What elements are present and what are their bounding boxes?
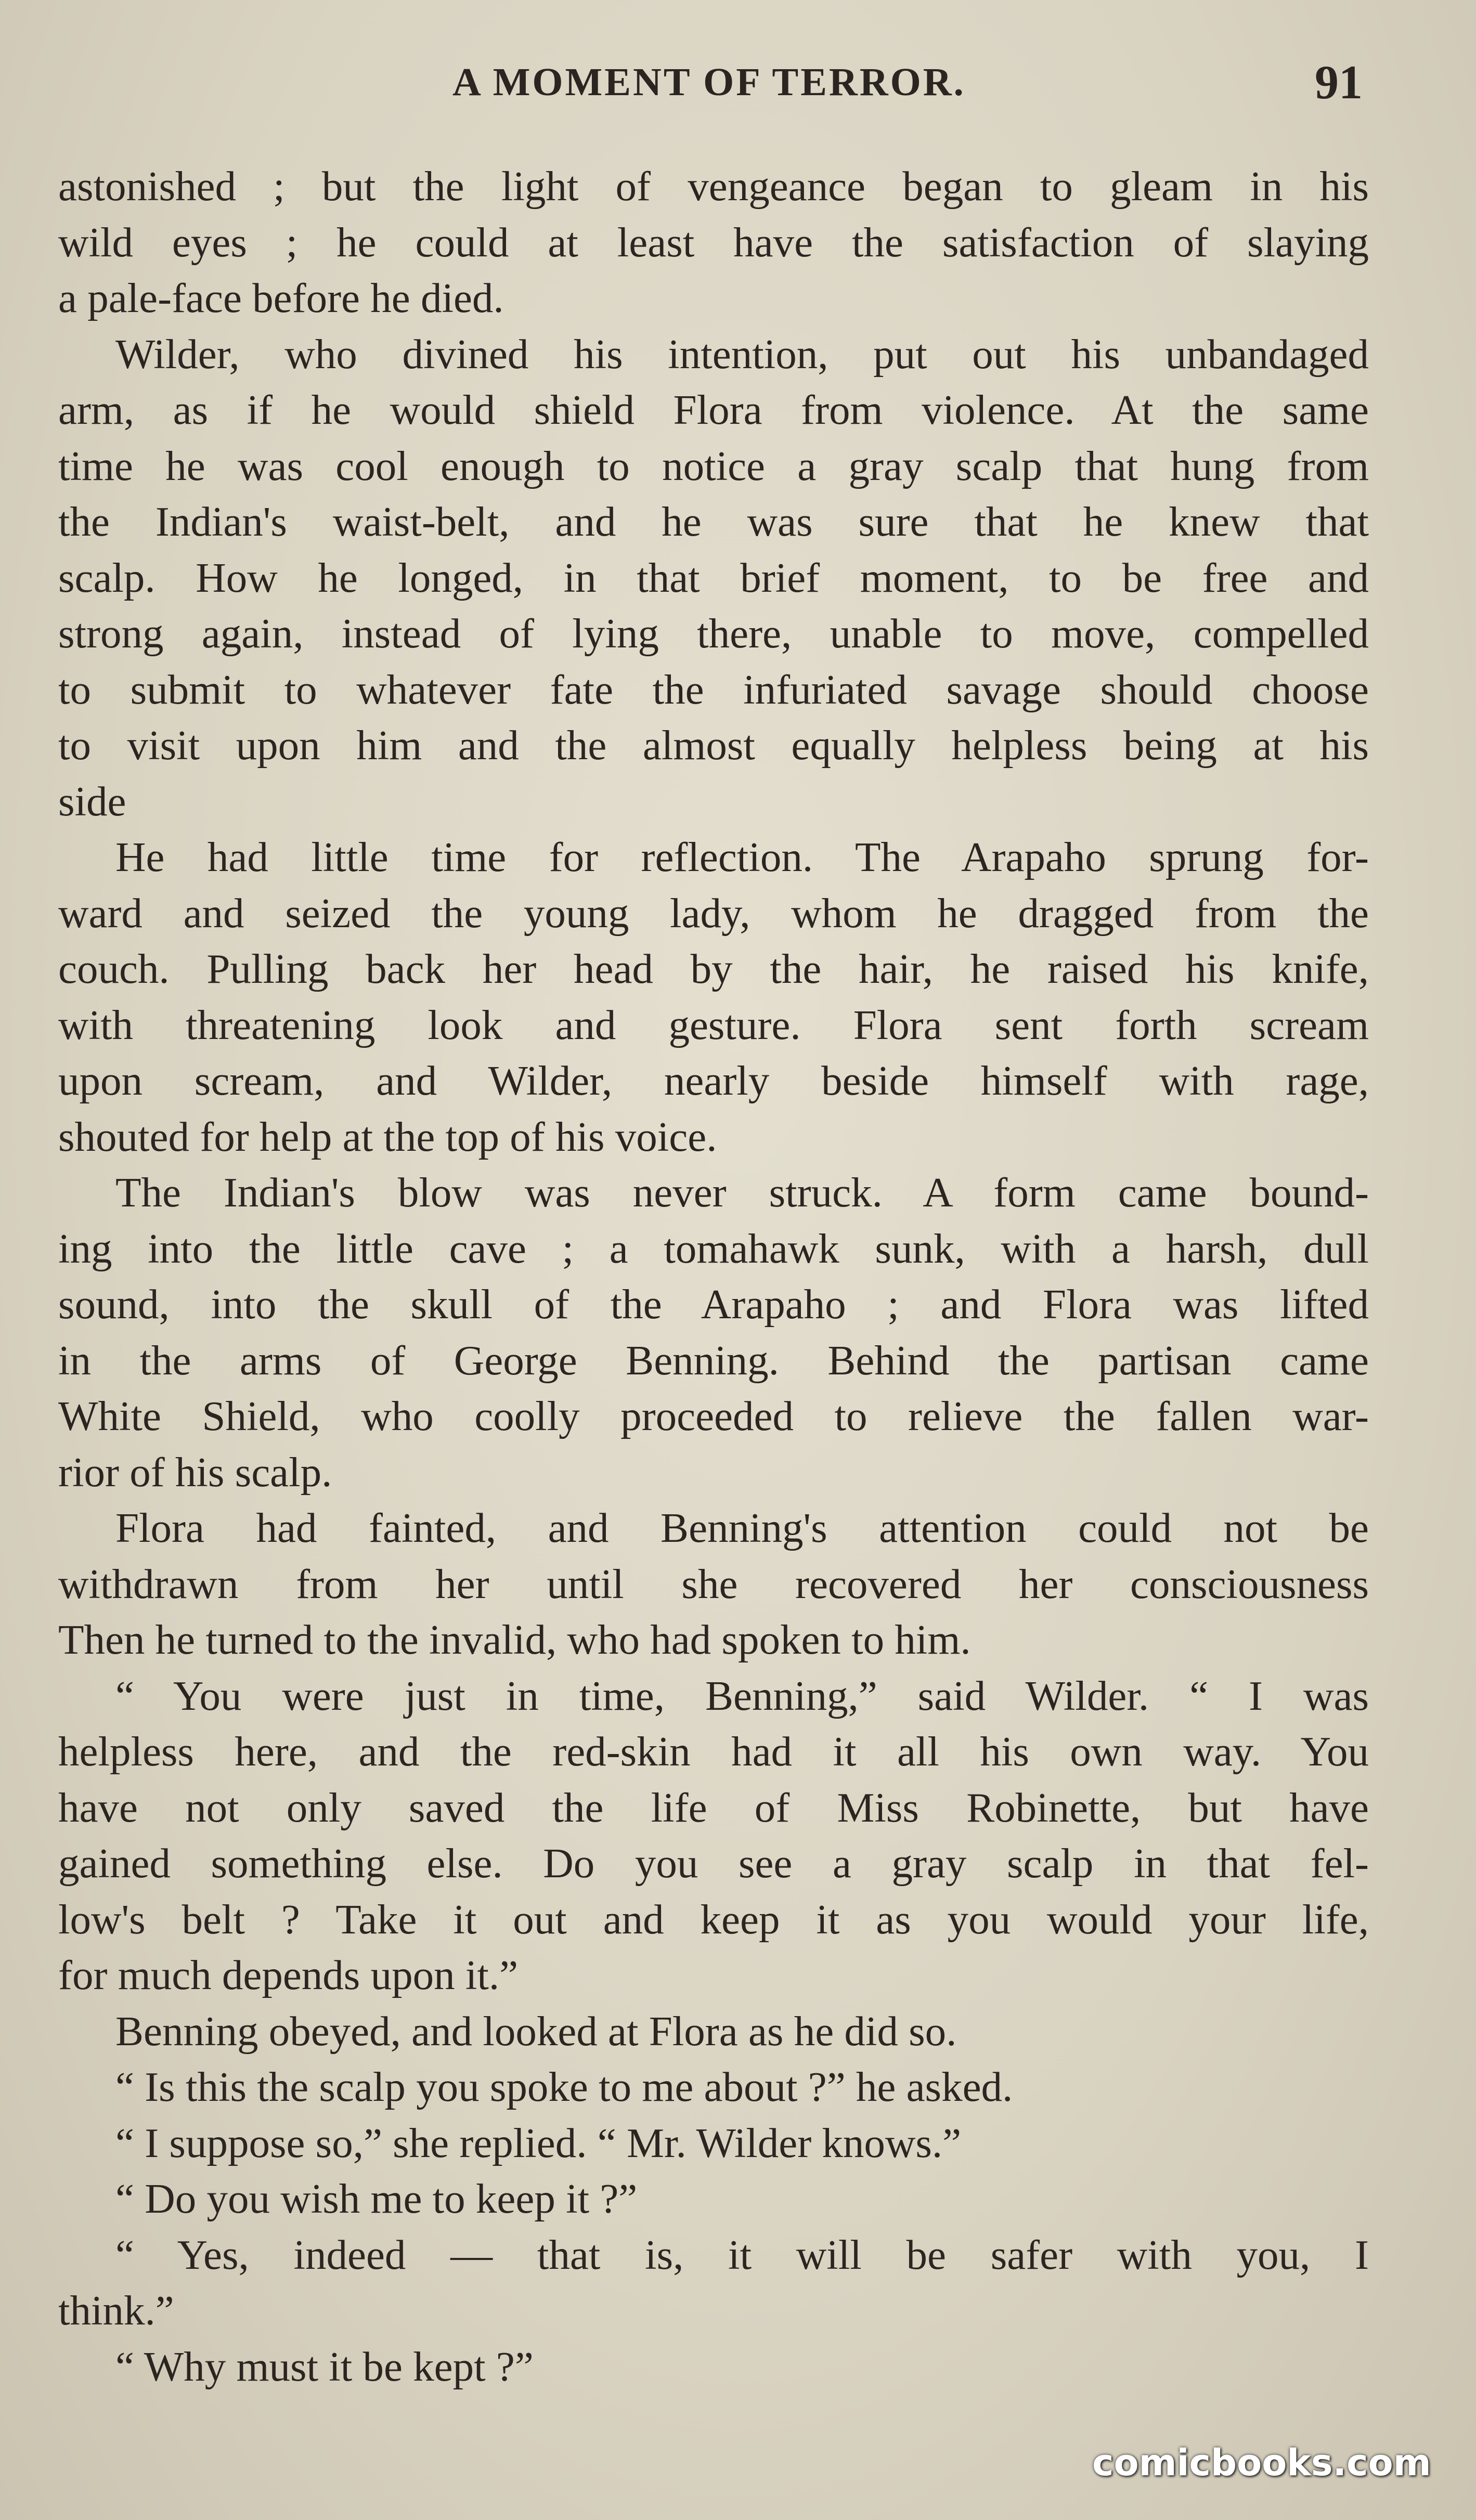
text-line: rior of his scalp. — [58, 1448, 332, 1496]
text-line: Flora had fainted, and Benning's attention could not be — [115, 1504, 1369, 1551]
text-line: a pale-face before he died. — [58, 275, 504, 321]
text-line: shouted for help at the top of his voice. — [58, 1113, 717, 1160]
text-line: “ I suppose so,” she replied. “ Mr. Wilder knows.” — [115, 2119, 962, 2166]
text-line: gained something else. Do you see a gray scalp in that fel- — [58, 1840, 1369, 1887]
text-line: The Indian's blow was never struck. A form came bound- — [115, 1169, 1369, 1216]
page-number: 91 — [1315, 56, 1363, 109]
text-line: to visit upon him and the almost equally helpless being at his — [58, 722, 1369, 769]
text-line: low's belt ? Take it out and keep it as you would your life, — [58, 1895, 1369, 1943]
text-line: strong again, instead of lying there, unable to move, compelled — [58, 610, 1369, 657]
text-line: “ Is this the scalp you spoke to me about ?” he asked. — [115, 2063, 1013, 2110]
chapter-title: A MOMENT OF TERROR. — [452, 60, 966, 104]
text-line: upon scream, and Wilder, nearly beside himself with rage, — [58, 1057, 1369, 1104]
text-line: with threatening look and gesture. Flora sent forth scream — [58, 1001, 1369, 1048]
text-line: sound, into the skull of the Arapaho ; and Flora was lifted — [58, 1281, 1369, 1328]
text-line: “ Yes, indeed — that is, it will be safer with you, I — [115, 2231, 1369, 2278]
text-line: He had little time for reflection. The Arapaho sprung for- — [115, 834, 1369, 880]
running-header — [0, 55, 1476, 117]
text-line: to submit to whatever fate the infuriated savage should choose — [58, 666, 1369, 713]
text-line: helpless here, and the red-skin had it all his own way. You — [58, 1728, 1369, 1775]
text-line: Wilder, who divined his intention, put out his unbandaged — [115, 330, 1369, 378]
text-line: ing into the little cave ; a tomahawk sunk, with a harsh, dull — [58, 1225, 1369, 1272]
text-line: Then he turned to the invalid, who had spoken to him. — [58, 1616, 971, 1663]
text-line: “ You were just in time, Benning,” said Wilder. “ I was — [115, 1672, 1369, 1719]
text-line: think.” — [58, 2287, 174, 2334]
text-line: “ Do you wish me to keep it ?” — [115, 2175, 638, 2222]
text-line: ward and seized the young lady, whom he dragged from the — [58, 889, 1369, 937]
text-line: arm, as if he would shield Flora from violence. At the same — [58, 386, 1369, 433]
text-line: couch. Pulling back her head by the hair, he raised his knife, — [58, 945, 1369, 992]
text-line: “ Why must it be kept ?” — [115, 2343, 534, 2390]
text-line: astonished ; but the light of vengeance began to gleam in his — [58, 163, 1369, 210]
watermark: comicbooks.com — [1092, 2441, 1431, 2484]
text-line: time he was cool enough to notice a gray scalp that hung from — [58, 442, 1369, 489]
body-text — [58, 159, 1369, 2395]
text-line: the Indian's waist-belt, and he was sure that he knew that — [58, 498, 1369, 545]
text-line: withdrawn from her until she recovered her consciousness — [58, 1560, 1369, 1607]
text-line: White Shield, who coolly proceeded to relieve the fallen war- — [58, 1393, 1369, 1439]
text-line: have not only saved the life of Miss Robinette, but have — [58, 1784, 1369, 1831]
text-line: in the arms of George Benning. Behind the partisan came — [58, 1336, 1369, 1384]
text-line: Benning obeyed, and looked at Flora as he did so. — [115, 2007, 957, 2055]
text-line: side — [58, 777, 126, 825]
text-line: scalp. How he longed, in that brief moment, to be free and — [58, 554, 1369, 601]
text-line: for much depends upon it.” — [58, 1952, 519, 1998]
text-line: wild eyes ; he could at least have the satisfaction of slaying — [58, 218, 1369, 266]
